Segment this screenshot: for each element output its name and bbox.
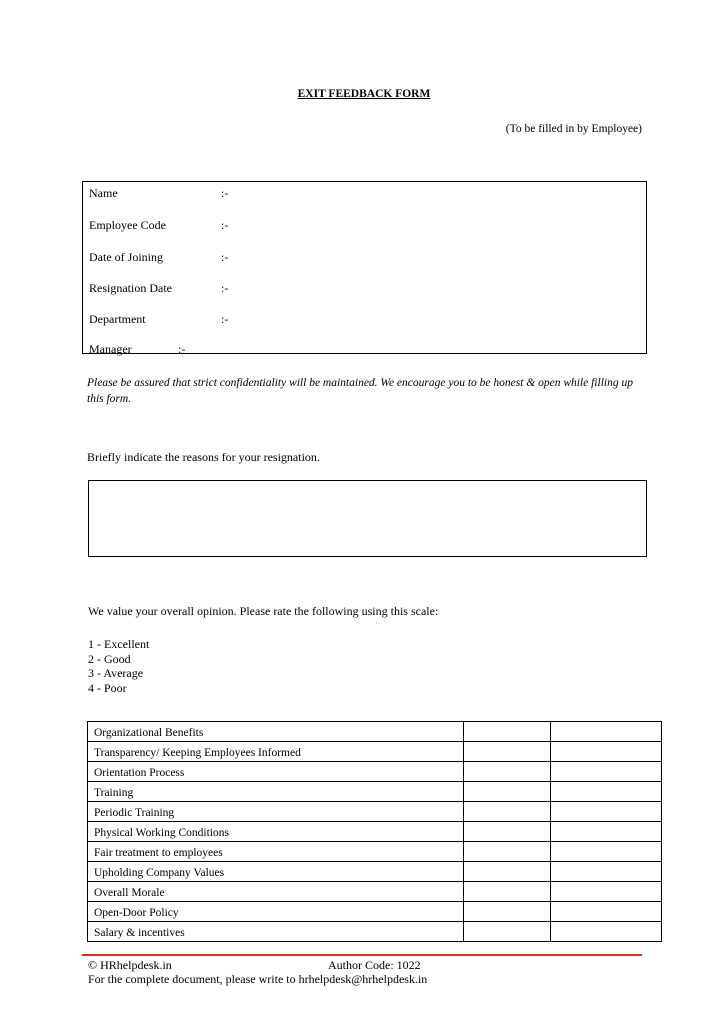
rating-cell[interactable]	[464, 762, 551, 782]
rating-cell[interactable]	[464, 842, 551, 862]
rating-cell[interactable]	[464, 742, 551, 762]
rating-item-label: Fair treatment to employees	[88, 842, 464, 862]
resignation-date-label: Resignation Date	[89, 281, 172, 295]
name-separator: :-	[221, 186, 229, 200]
manager-separator: :-	[178, 342, 186, 356]
rating-item-label: Open-Door Policy	[88, 902, 464, 922]
table-row	[88, 882, 662, 902]
table-row	[88, 862, 662, 882]
rating-cell[interactable]	[464, 782, 551, 802]
resignation-reason-box[interactable]	[88, 480, 647, 557]
rating-cell[interactable]	[551, 822, 662, 842]
department-separator: :-	[221, 312, 229, 326]
rating-item-label: Periodic Training	[88, 802, 464, 822]
employee-info-box	[82, 181, 647, 354]
rating-cell[interactable]	[464, 882, 551, 902]
table-row	[88, 922, 662, 942]
info-row-employee-code	[89, 218, 229, 233]
rating-cell[interactable]	[464, 902, 551, 922]
rating-cell[interactable]	[551, 882, 662, 902]
footer-rule	[82, 954, 642, 956]
rating-item-label: Physical Working Conditions	[88, 822, 464, 842]
date-of-joining-label: Date of Joining	[89, 250, 163, 264]
rating-scale-list	[88, 637, 149, 695]
rating-cell[interactable]	[551, 722, 662, 742]
rating-cell[interactable]	[551, 742, 662, 762]
rating-item-label: Training	[88, 782, 464, 802]
footer-contact: For the complete document, please write to hrhelpdesk@hrhelpdesk.in	[88, 972, 428, 986]
employee-code-separator: :-	[221, 218, 229, 232]
rating-cell[interactable]	[464, 922, 551, 942]
table-row	[88, 842, 662, 862]
scale-option: 3 - Average	[88, 666, 144, 680]
rating-cell[interactable]	[551, 862, 662, 882]
resignation-question: Briefly indicate the reasons for your resignation.	[87, 450, 320, 464]
rating-scale-intro: We value your overall opinion. Please rate the following using this scale:	[88, 604, 439, 618]
scale-option: 2 - Good	[88, 651, 131, 666]
rating-cell[interactable]	[464, 822, 551, 842]
table-row	[88, 902, 662, 922]
rating-cell[interactable]	[464, 802, 551, 822]
table-row	[88, 722, 662, 742]
table-row	[88, 742, 662, 762]
rating-item-label: Upholding Company Values	[88, 862, 464, 882]
info-row-name	[89, 186, 229, 201]
rating-cell[interactable]	[551, 782, 662, 802]
form-title: EXIT FEEDBACK FORM	[297, 88, 431, 100]
rating-cell[interactable]	[551, 902, 662, 922]
footer-copyright: © HRhelpdesk.in	[88, 958, 172, 972]
date-of-joining-separator: :-	[221, 250, 229, 264]
manager-label: Manager	[89, 342, 132, 356]
resignation-date-separator: :-	[221, 281, 229, 295]
rating-cell[interactable]	[464, 862, 551, 882]
footer-author-code: Author Code: 1022	[328, 958, 421, 972]
rating-cell[interactable]	[551, 762, 662, 782]
scale-option: 1 - Excellent	[88, 637, 150, 651]
table-row	[88, 802, 662, 822]
confidentiality-note: Please be assured that strict confidentiality will be maintained. We encourage you to be honest & open while filling up this form.	[87, 377, 633, 405]
rating-item-label: Salary & incentives	[88, 922, 464, 942]
department-label: Department	[89, 312, 146, 326]
rating-cell[interactable]	[551, 922, 662, 942]
rating-cell[interactable]	[551, 842, 662, 862]
form-subtitle: (To be filled in by Employee)	[505, 123, 642, 135]
rating-item-label: Overall Morale	[88, 882, 464, 902]
table-row	[88, 762, 662, 782]
table-row	[88, 822, 662, 842]
info-row-date-of-joining	[89, 250, 229, 265]
table-row	[88, 782, 662, 802]
rating-table	[87, 721, 662, 942]
info-row-manager	[89, 342, 186, 357]
scale-option: 4 - Poor	[88, 680, 127, 695]
rating-cell[interactable]	[464, 722, 551, 742]
info-row-department	[89, 312, 229, 327]
name-label: Name	[89, 186, 118, 200]
info-row-resignation-date	[89, 281, 229, 296]
rating-item-label: Organizational Benefits	[88, 722, 464, 742]
rating-item-label: Transparency/ Keeping Employees Informed	[88, 742, 464, 762]
rating-cell[interactable]	[551, 802, 662, 822]
employee-code-label: Employee Code	[89, 218, 166, 232]
rating-item-label: Orientation Process	[88, 762, 464, 782]
